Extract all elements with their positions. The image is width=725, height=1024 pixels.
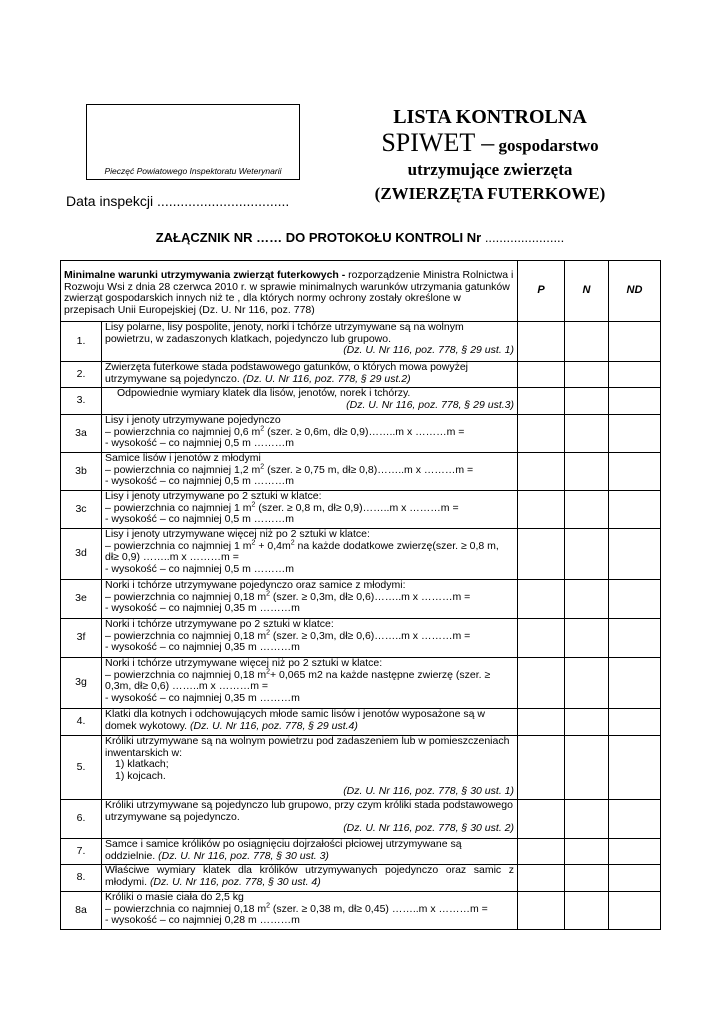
table-row	[61, 453, 661, 491]
row-text	[102, 491, 518, 529]
row-text	[102, 580, 518, 619]
row-number: 3.	[61, 388, 102, 415]
area-label: – powierzchnia co najmniej 1,2 m	[105, 463, 261, 476]
check-n[interactable]	[565, 709, 609, 736]
check-n[interactable]	[565, 839, 609, 865]
row-line: - wysokość – co najmniej 0,28 m ………m	[105, 914, 300, 926]
header-rest: rozporządzenie Ministra Rolnictwa i Rozwoju Wsi z dnia 28 czerwca 2010 r. w sprawie minimalnych warunków utrzymania gatunków zwierząt gospodarskich innych niż te , dla których normy ochrony zostały określone w przepisach Unii Europejskiej (Dz. U. Nr 116, poz. 778)	[64, 269, 514, 316]
area-label: – powierzchnia co najmniej 0,18 m	[105, 590, 267, 603]
stamp-box	[86, 104, 300, 180]
check-n[interactable]	[565, 865, 609, 892]
row-number: 2.	[61, 362, 102, 388]
title-spiwet: SPIWET –	[381, 128, 495, 157]
check-n[interactable]	[565, 736, 609, 800]
check-p[interactable]	[518, 322, 565, 362]
row-line: Samice lisów i jenotów z młodymi	[105, 452, 261, 464]
check-n[interactable]	[565, 362, 609, 388]
row-number: 6.	[61, 800, 102, 839]
checklist-table	[60, 260, 661, 930]
row-body: Odpowiednie wymiary klatek dla lisów, jenotów, norek i tchórzy.	[117, 387, 411, 399]
check-nd[interactable]	[609, 865, 661, 892]
area-dims: (szer. ≥ 0,3m, dł≥ 0,6)……..m x ………m =	[270, 590, 471, 603]
row-line: Norki i tchórze utrzymywane więcej niż po 2 sztuki w klatce:	[105, 657, 383, 669]
table-row	[61, 800, 661, 839]
row-number: 3d	[61, 529, 102, 580]
area-label: – powierzchnia co najmniej 0,6 m	[105, 425, 261, 438]
check-nd[interactable]	[609, 453, 661, 491]
table-row	[61, 362, 661, 388]
row-ref: (Dz. U. Nr 116, poz. 778, § 29 ust.2)	[242, 372, 411, 385]
col-n: N	[565, 261, 609, 322]
check-nd[interactable]	[609, 658, 661, 709]
title-line4: (ZWIERZĘTA FUTERKOWE)	[374, 184, 606, 203]
row-number: 3c	[61, 491, 102, 529]
annex-dots: ......................	[481, 230, 565, 245]
row-line: - wysokość – co najmniej 0,5 m ………m	[105, 437, 295, 449]
row-ref: (Dz. U. Nr 116, poz. 778, § 30 ust. 2)	[343, 822, 514, 834]
check-p[interactable]	[518, 453, 565, 491]
check-p[interactable]	[518, 800, 565, 839]
row-body: Króliki utrzymywane są pojedynczo lub grupowo, przy czym króliki stada podstawowego utrzymywane są pojedynczo.	[105, 799, 513, 823]
check-p[interactable]	[518, 415, 565, 453]
row-ref: (Dz. U. Nr 116, poz. 778, § 30 ust. 4)	[149, 875, 321, 888]
area-dims: (szer. ≥ 0,6m, dł≥ 0,9)……..m x ………m =	[264, 425, 465, 438]
row-ref: (Dz. U. Nr 116, poz. 778, § 29 ust.3)	[346, 398, 514, 411]
row-line: Norki i tchórze utrzymywane po 2 sztuki w klatce:	[105, 618, 334, 630]
row-text	[102, 658, 518, 709]
row-text	[102, 736, 518, 800]
row-text	[102, 839, 518, 865]
row-text	[102, 800, 518, 839]
row-line: - wysokość – co najmniej 0,5 m ………m	[105, 475, 295, 487]
check-p[interactable]	[518, 388, 565, 415]
superscript: 2	[266, 590, 270, 597]
area-dims: (szer. ≥ 0,8 m, dł≥ 0,9)……..m x ………m =	[255, 501, 459, 514]
check-n[interactable]	[565, 388, 609, 415]
row-number: 5.	[61, 736, 102, 800]
area-extra: + 0,4m	[255, 539, 291, 552]
row-number: 3e	[61, 580, 102, 619]
row-ref: (Dz. U. Nr 116, poz. 778, § 29 ust.4)	[190, 719, 358, 732]
check-p[interactable]	[518, 839, 565, 865]
check-p[interactable]	[518, 736, 565, 800]
col-p: P	[518, 261, 565, 322]
row-number: 8a	[61, 892, 102, 930]
check-n[interactable]	[565, 580, 609, 619]
row-line: Króliki o masie ciała do 2,5 kg	[105, 891, 244, 903]
table-row	[61, 865, 661, 892]
row-text	[102, 322, 518, 362]
check-p[interactable]	[518, 865, 565, 892]
row-ref: (Dz. U. Nr 116, poz. 778, § 30 ust. 3)	[158, 849, 329, 862]
row-line: - wysokość – co najmniej 0,35 m ………m	[105, 691, 300, 704]
check-nd[interactable]	[609, 619, 661, 658]
area-label: – powierzchnia co najmniej 0,18 m	[105, 902, 267, 915]
header-description	[61, 261, 518, 322]
table-row	[61, 892, 661, 930]
area-dims: (szer. ≥ 0,3m, dł≥ 0,6)……..m x ………m =	[270, 629, 471, 642]
row-line	[105, 670, 514, 693]
check-p[interactable]	[518, 362, 565, 388]
row-line: - wysokość – co najmniej 0,35 m ………m	[105, 641, 300, 653]
row-line: - wysokość – co najmniej 0,5 m ………m	[105, 513, 295, 525]
row-text	[102, 362, 518, 388]
title-line3: utrzymujące zwierzęta	[407, 160, 573, 179]
check-nd[interactable]	[609, 736, 661, 800]
superscript: 2	[251, 539, 256, 546]
check-nd[interactable]	[609, 322, 661, 362]
row-text	[102, 709, 518, 736]
check-nd[interactable]	[609, 892, 661, 930]
table-header-row	[61, 261, 661, 322]
superscript: 2	[266, 668, 270, 675]
row-body: Króliki utrzymywane są na wolnym powietrzu pod zadaszeniem lub w pomieszczeniach inwentarskich w:	[105, 735, 510, 759]
check-n[interactable]	[565, 892, 609, 930]
check-p[interactable]	[518, 580, 565, 619]
row-text	[102, 619, 518, 658]
table-row	[61, 322, 661, 362]
check-n[interactable]	[565, 529, 609, 580]
check-n[interactable]	[565, 322, 609, 362]
list-item: 1) klatkach;	[115, 758, 169, 770]
check-p[interactable]	[518, 658, 565, 709]
check-nd[interactable]	[609, 800, 661, 839]
row-text	[102, 892, 518, 930]
row-text	[102, 388, 518, 415]
title-line2	[340, 130, 640, 159]
row-line: Lisy i jenoty utrzymywane po 2 sztuki w klatce:	[105, 490, 322, 502]
col-nd: ND	[609, 261, 661, 322]
row-text	[102, 415, 518, 453]
check-p[interactable]	[518, 709, 565, 736]
row-number: 1.	[61, 322, 102, 362]
row-body: Właściwe wymiary klatek dla królików utrzymywanych pojedynczo oraz samic z młodymi.	[105, 864, 514, 888]
row-text	[102, 529, 518, 580]
title-line1: LISTA KONTROLNA	[393, 106, 587, 128]
row-number: 3g	[61, 658, 102, 709]
table-row	[61, 839, 661, 865]
row-body: Lisy polarne, lisy pospolite, jenoty, norki i tchórze utrzymywane są na wolnym powietrzu, w zadaszonych klatkach, pojedynczo lub grupowo.	[105, 321, 464, 345]
check-p[interactable]	[518, 619, 565, 658]
check-nd[interactable]	[609, 839, 661, 865]
check-nd[interactable]	[609, 580, 661, 619]
superscript: 2	[260, 463, 265, 470]
title-block	[340, 104, 640, 207]
row-number: 7.	[61, 839, 102, 865]
row-number: 3b	[61, 453, 102, 491]
area-label: – powierzchnia co najmniej 0,18 m	[105, 668, 267, 681]
row-body: Klatki dla kotnych i odchowujących młode samic lisów i jenotów wyposażone są w domek wykotowy.	[105, 708, 485, 732]
superscript: 2	[251, 501, 256, 508]
row-ref: (Dz. U. Nr 116, poz. 778, § 30 ust. 1)	[343, 785, 514, 797]
superscript: 2	[260, 425, 265, 432]
row-line: Lisy i jenoty utrzymywane więcej niż po 2 sztuki w klatce:	[105, 528, 370, 540]
check-n[interactable]	[565, 415, 609, 453]
row-number: 4.	[61, 709, 102, 736]
check-nd[interactable]	[609, 362, 661, 388]
check-n[interactable]	[565, 491, 609, 529]
area-label: – powierzchnia co najmniej 1 m	[105, 501, 252, 514]
area-dims: (szer. ≥ 0,75 m, dł≥ 0,8)……..m x ………m =	[264, 463, 474, 476]
table-row	[61, 388, 661, 415]
list-item: 1) kojcach.	[115, 769, 166, 782]
check-n[interactable]	[565, 800, 609, 839]
row-line: Lisy i jenoty utrzymywane pojedynczo	[105, 414, 281, 426]
row-line	[105, 541, 514, 564]
row-number: 8.	[61, 865, 102, 892]
check-p[interactable]	[518, 491, 565, 529]
table-row	[61, 736, 661, 800]
table-row	[61, 529, 661, 580]
check-n[interactable]	[565, 658, 609, 709]
check-nd[interactable]	[609, 415, 661, 453]
table-row	[61, 709, 661, 736]
row-body: Zwierzęta futerkowe stada podstawowego gatunków, o których mowa powyżej utrzymywane są pojedynczo.	[105, 361, 469, 385]
row-text	[102, 453, 518, 491]
check-nd[interactable]	[609, 388, 661, 415]
row-ref: (Dz. U. Nr 116, poz. 778, § 29 ust. 1)	[343, 344, 514, 356]
row-number: 3a	[61, 415, 102, 453]
area-dims: na każde dodatkowe zwierzę(szer. ≥ 0,8 m, dł≥ 0,9) ……..m x ………m =	[105, 539, 499, 563]
row-line: - wysokość – co najmniej 0,35 m ………m	[105, 602, 300, 614]
table-row	[61, 415, 661, 453]
table-row	[61, 658, 661, 709]
area-dims: (szer. ≥ 0,38 m, dł≥ 0,45) ……..m x ………m =	[270, 902, 488, 915]
check-p[interactable]	[518, 892, 565, 930]
table-row	[61, 580, 661, 619]
check-nd[interactable]	[609, 709, 661, 736]
superscript: 2	[266, 902, 270, 909]
check-p[interactable]	[518, 529, 565, 580]
check-n[interactable]	[565, 619, 609, 658]
table-row	[61, 491, 661, 529]
annex-text: ZAŁĄCZNIK NR …… DO PROTOKOŁU KONTROLI Nr	[155, 230, 482, 245]
header-bold: Minimalne warunki utrzymywania zwierząt futerkowych -	[64, 269, 346, 281]
row-line: Norki i tchórze utrzymywane pojedynczo oraz samice z młodymi:	[105, 579, 406, 591]
superscript: 2	[266, 629, 270, 636]
area-label: – powierzchnia co najmniej 1 m	[105, 539, 252, 552]
check-n[interactable]	[565, 453, 609, 491]
inspection-date: Data inspekcji ..................................	[66, 193, 290, 209]
area-label: – powierzchnia co najmniej 0,18 m	[105, 629, 267, 642]
title-gosp: gospodarstwo	[494, 136, 599, 155]
table-row	[61, 619, 661, 658]
area-dims: + 0,065 m2 na każde następne zwierzę (szer. ≥ 0,3m, dł≥ 0,6) ……..m x ………m =	[105, 668, 491, 692]
stamp-label: Pieczęć Powiatowego Inspektoratu Weterynarii	[104, 166, 282, 176]
check-nd[interactable]	[609, 491, 661, 529]
row-text	[102, 865, 518, 892]
check-nd[interactable]	[609, 529, 661, 580]
row-number: 3f	[61, 619, 102, 658]
row-line: - wysokość – co najmniej 0,5 m ………m	[105, 562, 295, 575]
superscript: 2	[290, 539, 295, 546]
row-body: Samce i samice królików po osiągnięciu dojrzałości płciowej utrzymywane są oddzielnie.	[105, 838, 462, 862]
annex-heading	[60, 230, 660, 245]
